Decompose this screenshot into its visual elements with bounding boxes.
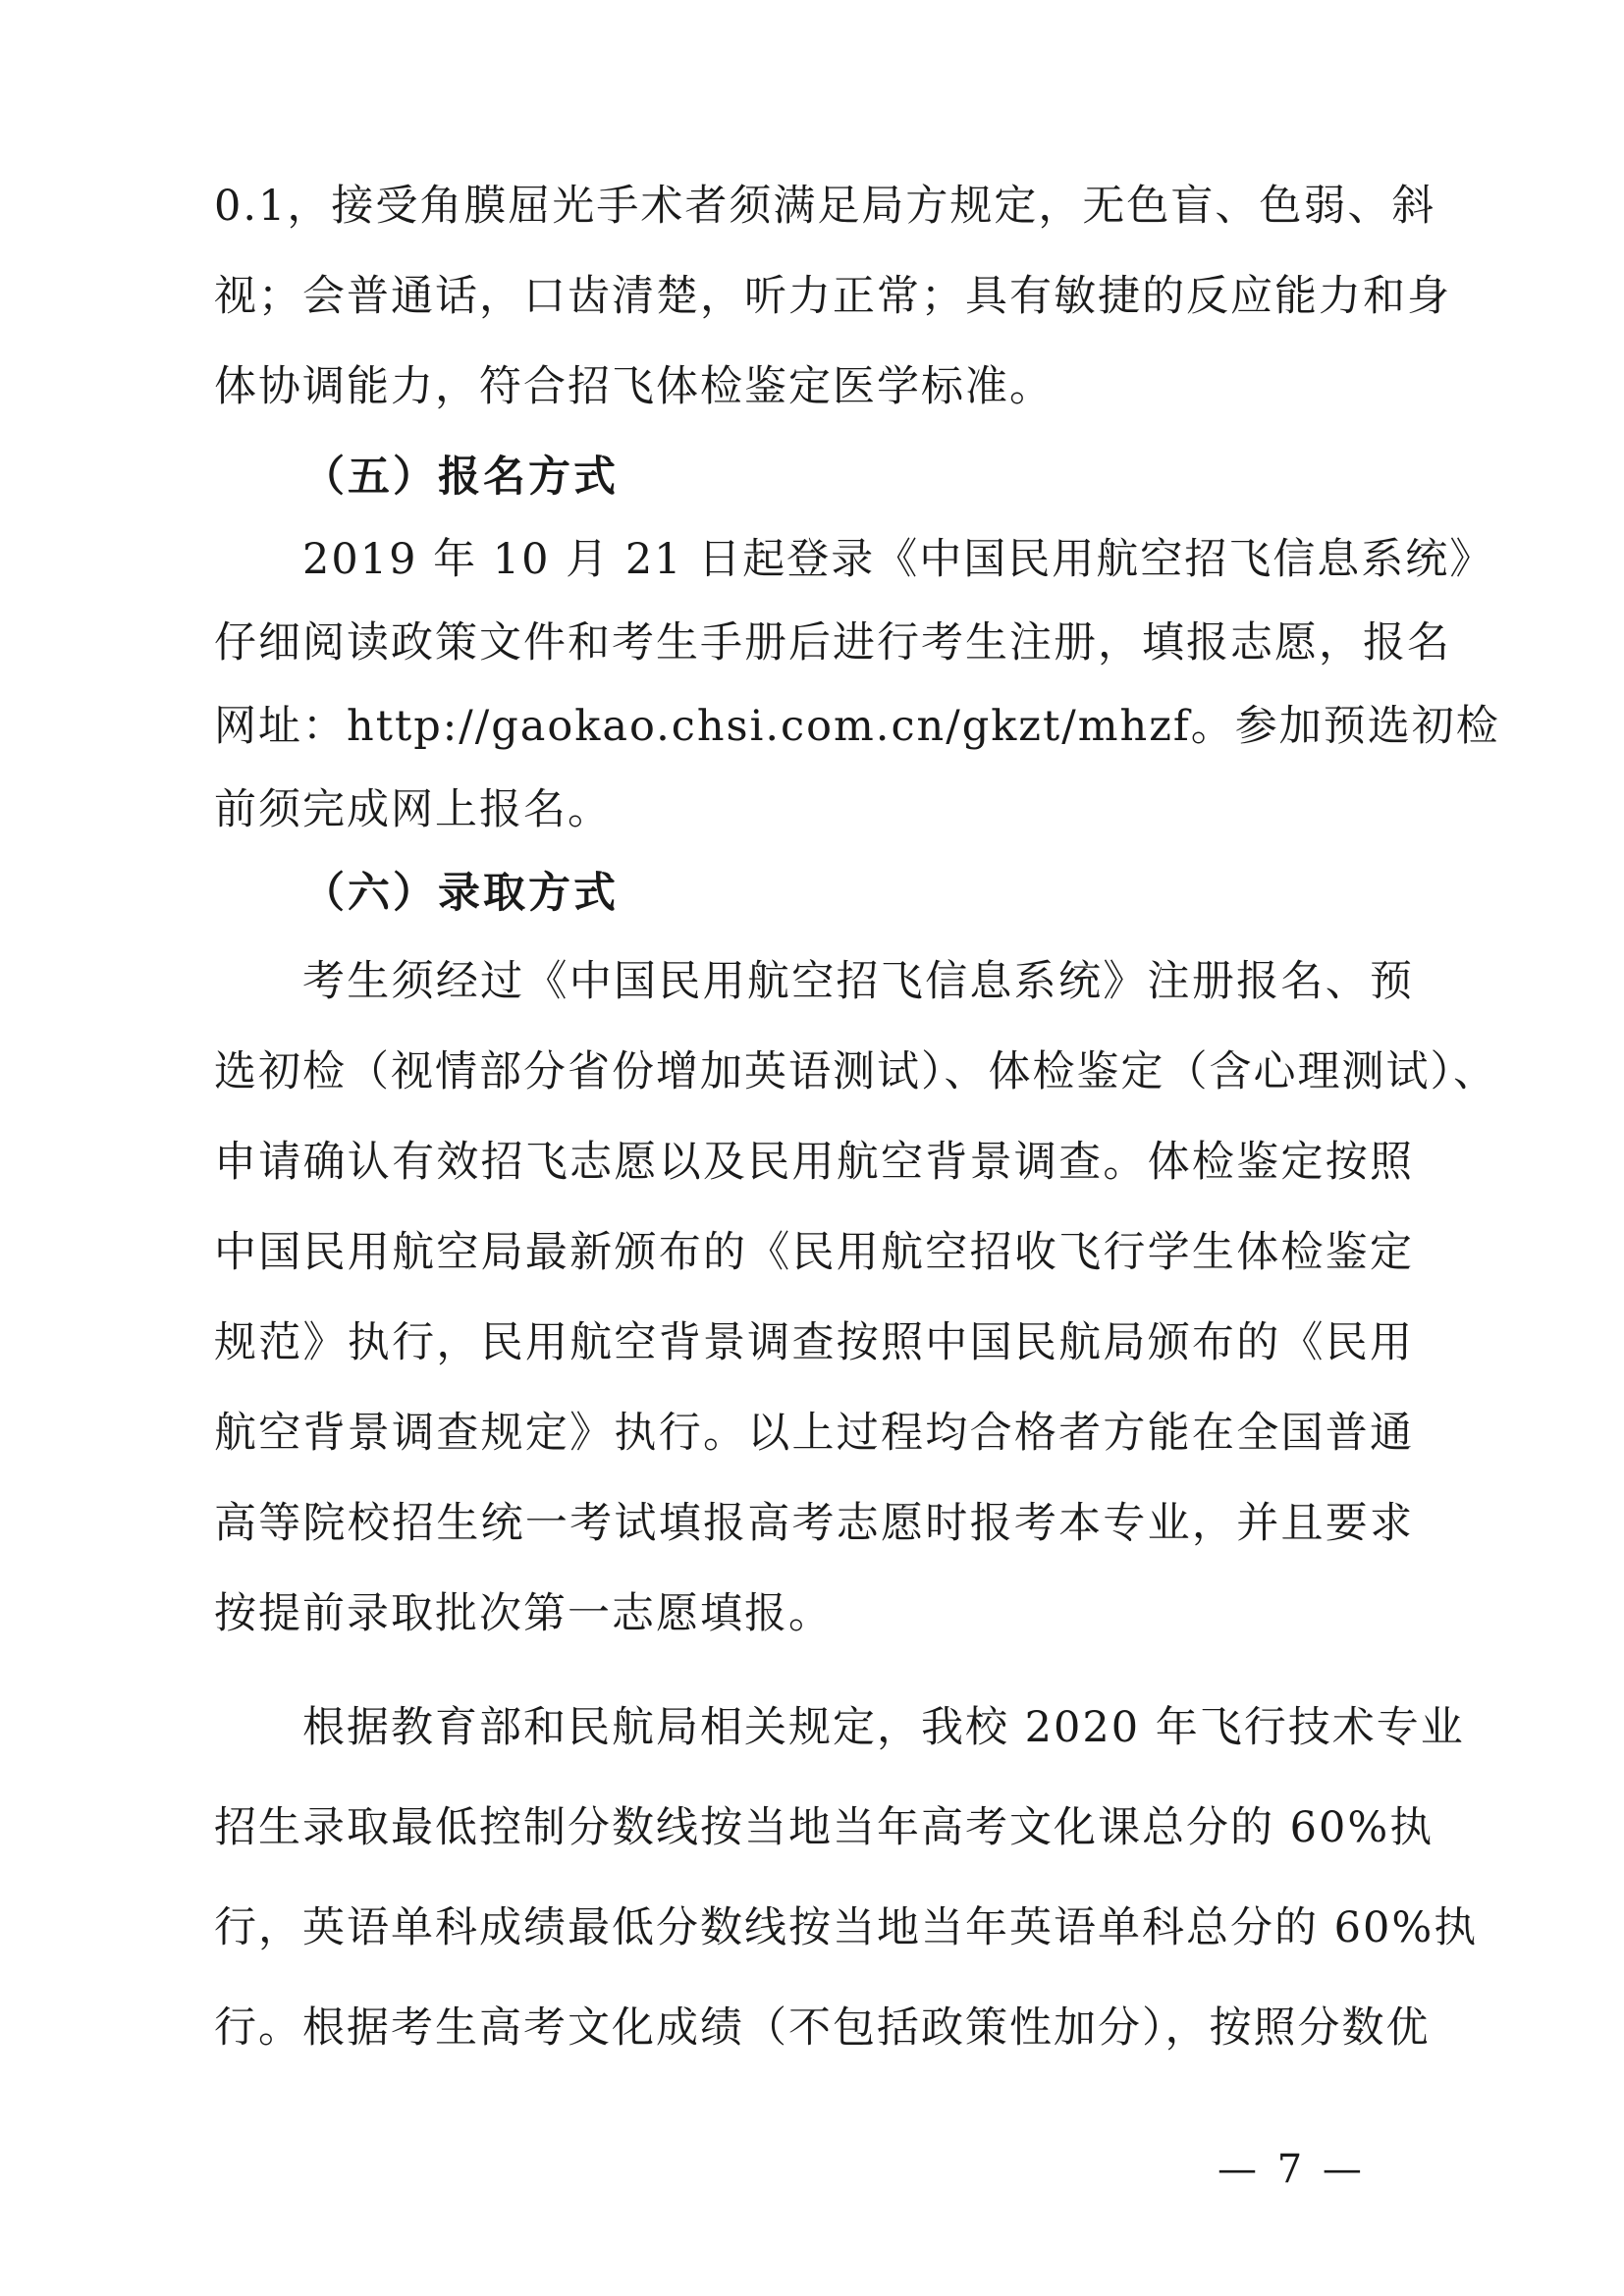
body-line-20: 行，英语单科成绩最低分数线按当地当年英语单科总分的 60%执 (214, 1903, 1479, 1952)
body-line-5: 2019 年 10 月 21 日起登录《中国民用航空招飞信息系统》 (302, 535, 1494, 584)
body-line-2: 视；会普通话，口齿清楚，听力正常；具有敏捷的反应能力和身 (214, 272, 1451, 321)
body-line-14: 规范》执行，民用航空背景调查按照中国民航局颁布的《民用 (214, 1318, 1414, 1367)
section-heading-admission: （六）录取方式 (302, 869, 619, 918)
body-line-19: 招生录取最低控制分数线按当地当年高考文化课总分的 60%执 (214, 1803, 1435, 1852)
section-heading-registration: （五）报名方式 (302, 453, 619, 502)
body-line-10: 考生须经过《中国民用航空招飞信息系统》注册报名、预 (302, 957, 1414, 1006)
body-line-16: 高等院校招生统一考试填报高考志愿时报考本专业，并且要求 (214, 1499, 1414, 1548)
body-line-11: 选初检（视情部分省份增加英语测试）、体检鉴定（含心理测试）、 (214, 1047, 1497, 1096)
body-line-17: 按提前录取批次第一志愿填报。 (214, 1589, 833, 1638)
body-line-3: 体协调能力，符合招飞体检鉴定医学标准。 (214, 362, 1054, 411)
page-number: — 7 — (1218, 2147, 1366, 2192)
body-line-18: 根据教育部和民航局相关规定，我校 2020 年飞行技术专业 (302, 1703, 1465, 1752)
body-line-15: 航空背景调查规定》执行。以上过程均合格者方能在全国普通 (214, 1409, 1414, 1458)
body-line-8: 前须完成网上报名。 (214, 785, 612, 834)
body-line-21: 行。根据考生高考文化成绩（不包括政策性加分），按照分数优 (214, 2003, 1431, 2053)
body-line-6: 仔细阅读政策文件和考生手册后进行考生注册，填报志愿，报名 (214, 618, 1451, 667)
body-line-7: 网址：http://gaokao.chsi.com.cn/gkzt/mhzf。参加预选初检 (214, 702, 1500, 751)
body-line-1: 0.1，接受角膜屈光手术者须满足局方规定，无色盲、色弱、斜 (214, 182, 1436, 231)
body-line-12: 申请确认有效招飞志愿以及民用航空背景调查。体检鉴定按照 (214, 1138, 1414, 1187)
body-line-13: 中国民用航空局最新颁布的《民用航空招收飞行学生体检鉴定 (214, 1228, 1414, 1277)
